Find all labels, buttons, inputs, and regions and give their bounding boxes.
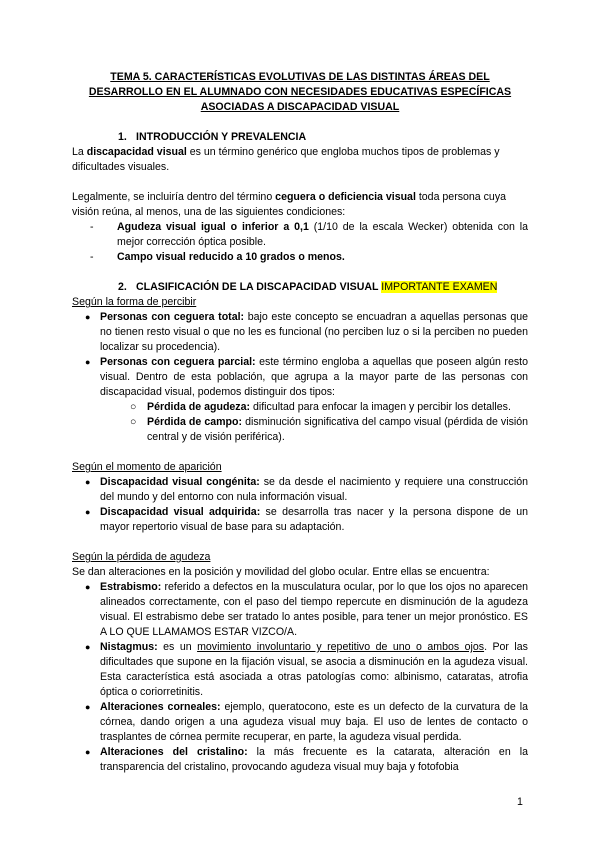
- text-run: la más frecuente es la catarata, alteración en la transparencia del cristalino, provocando agudeza visual muy baja y fotofobia: [100, 746, 528, 773]
- title-line-1: TEMA 5. CARACTERÍSTICAS EVOLUTIVAS DE LAS DISTINTAS ÁREAS DEL: [110, 71, 490, 83]
- group-1-title: Según la forma de percibir: [72, 296, 197, 308]
- text-run: La: [72, 146, 87, 158]
- list-item: [72, 580, 528, 640]
- bullet-icon: ●: [85, 312, 91, 322]
- bullet-icon: ●: [85, 702, 91, 712]
- list-item: [72, 310, 528, 355]
- section-1-heading: [72, 130, 528, 145]
- text-run: dificultad para enfocar la imagen y percibir los detalles.: [250, 401, 511, 413]
- bullet-icon: ●: [85, 357, 91, 367]
- list-item: [72, 355, 528, 400]
- document-title: [72, 70, 528, 115]
- page-number: 1: [517, 796, 523, 808]
- term-bold: discapacidad visual: [86, 146, 187, 158]
- text-run: . Por las dificultades que supone en la fijación visual, se asocia a disminución en la agudeza visual. Esta característica está asociada a otras patologías como: albinismo, cataratas, atrofia óptica o coriorretinitis.: [100, 641, 528, 698]
- text-run: este término engloba a aquellas que poseen algún resto visual. Dentro de esta población, que agrupa a la mayor parte de las personas con discapacidad visual, podemos distinguir dos tipos:: [100, 356, 528, 398]
- list-item: [72, 700, 528, 745]
- term-bold: Alteraciones corneales:: [100, 701, 221, 713]
- bullet-icon: ●: [85, 582, 91, 592]
- term-bold: Nistagmus:: [100, 641, 158, 653]
- term-bold: ceguera o deficiencia visual: [275, 191, 416, 203]
- dash-marker: -: [90, 221, 94, 233]
- term-bold: Personas con ceguera parcial:: [100, 356, 256, 368]
- sub-list-item: [72, 400, 528, 415]
- text-run: (1/10 de la escala Wecker) obtenida con la mejor corrección óptica posible.: [117, 221, 528, 248]
- list-item: [72, 745, 528, 775]
- intro-paragraph: [72, 145, 528, 175]
- bullet-icon: ●: [85, 642, 91, 652]
- term-bold: Alteraciones del cristalino:: [100, 746, 248, 758]
- circle-bullet-icon: ○: [130, 401, 137, 413]
- term-bold: Campo visual reducido a 10 grados o menos.: [117, 251, 345, 263]
- term-bold: Personas con ceguera total:: [100, 311, 245, 323]
- term-bold: Agudeza visual igual o inferior a 0,1: [117, 221, 309, 233]
- list-item: [72, 475, 528, 505]
- condition-item-2: [72, 250, 528, 265]
- bullet-icon: ●: [85, 477, 91, 487]
- group-3-title: Según la pérdida de agudeza: [72, 551, 211, 563]
- term-bold: Pérdida de agudeza:: [147, 401, 251, 413]
- text-run: se da desde el nacimiento y requiere una construcción del mundo y del entorno con nula información visual.: [100, 476, 528, 503]
- exam-highlight: IMPORTANTE EXAMEN: [381, 281, 498, 293]
- term-bold: Discapacidad visual adquirida:: [100, 506, 261, 518]
- text-run: Legalmente, se incluiría dentro del término: [72, 191, 276, 203]
- page-content: [72, 70, 528, 775]
- section-2-number: 2.: [118, 281, 127, 293]
- condition-item-1: [72, 220, 528, 250]
- list-item: [72, 640, 528, 700]
- section-2-heading: [72, 280, 528, 295]
- term-bold: Discapacidad visual congénita:: [100, 476, 260, 488]
- text-run: es un: [157, 641, 198, 653]
- text-run: disminución significativa del campo visual (pérdida de visión central y de visión periférica).: [147, 416, 529, 443]
- underlined-text: movimiento involuntario y repetitivo de uno o ambos ojos: [197, 641, 485, 653]
- term-bold: Estrabismo:: [100, 581, 162, 593]
- group-2-title: Según el momento de aparición: [72, 461, 222, 473]
- sub-list-item: [72, 415, 528, 445]
- text-run: es un término genérico que engloba muchos tipos de problemas y dificultades visuales.: [72, 146, 500, 173]
- section-1-number: 1.: [118, 131, 127, 143]
- text-run: bajo este concepto se encuadran a aquellas personas que no tienen resto visual o que no les es funcional (no perciben luz o si la perciben no pueden localizar su procedencia).: [100, 311, 528, 353]
- text-run: ejemplo, queratocono, este es un defecto de la curvatura de la córnea, dando origen a una agudeza visual muy baja. El uso de lentes de contacto o trasplantes de córnea permite recuperar, en parte, la agudeza visual perdida.: [100, 701, 528, 743]
- text-run: toda persona cuya visión reúna, al menos, una de las siguientes condiciones:: [72, 191, 507, 218]
- bullet-icon: ●: [85, 747, 91, 757]
- text-run: referido a defectos en la musculatura ocular, por lo que los ojos no aparecen alineados correctamente, con el paso del tiempo repercute en disminución de la agudeza visual. El estrabismo debe ser tratado lo antes posible, para tener un mejor pronóstico. ES A LO QUE LLAMAMOS ESTAR VIZCO/A.: [100, 581, 528, 638]
- title-line-3: ASOCIADAS A DISCAPACIDAD VISUAL: [200, 101, 400, 113]
- term-bold: Pérdida de campo:: [147, 416, 243, 428]
- title-line-2: DESARROLLO EN EL ALUMNADO CON NECESIDADES EDUCATIVAS ESPECÍFICAS: [88, 86, 512, 98]
- dash-marker: -: [90, 251, 94, 263]
- circle-bullet-icon: ○: [130, 416, 137, 428]
- bullet-icon: ●: [85, 507, 91, 517]
- section-1-title: INTRODUCCIÓN Y PREVALENCIA: [136, 131, 307, 143]
- legal-paragraph: [72, 190, 528, 220]
- group-3-intro: Se dan alteraciones en la posición y movilidad del globo ocular. Entre ellas se encuentra:: [72, 566, 490, 578]
- list-item: [72, 505, 528, 535]
- section-2-title: CLASIFICACIÓN DE LA DISCAPACIDAD VISUAL: [136, 281, 379, 293]
- text-run: se desarrolla tras nacer y la persona dispone de un mayor repertorio visual de base para su adaptación.: [100, 506, 528, 533]
